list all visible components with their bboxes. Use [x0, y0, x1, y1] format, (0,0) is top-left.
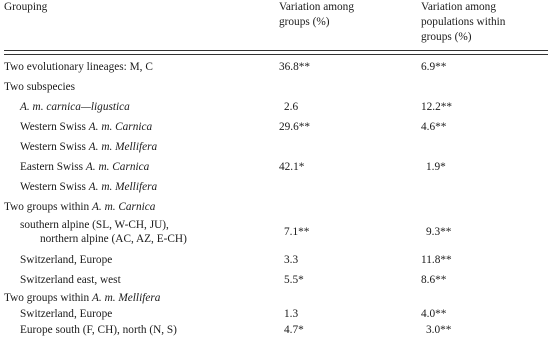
header-among-groups	[279, 0, 354, 30]
row-label-line-1: southern alpine (SL, W-CH, JU),	[20, 219, 169, 231]
row-label-prefix: Western Swiss	[20, 141, 89, 153]
row-label-italic: A. m. Mellifera	[88, 141, 158, 153]
row-within-value: 6.9**	[421, 61, 447, 73]
row-label-italic: A. m. carnica—ligustica	[20, 101, 130, 113]
row-label-italic: A. m. Mellifera	[88, 181, 158, 193]
table-row	[0, 320, 552, 340]
row-label-line-2: northern alpine (AC, AZ, E-CH)	[40, 233, 187, 245]
row-label-prefix: Western Swiss	[20, 181, 89, 193]
row-label-italic: A. m. Carnica	[88, 121, 153, 133]
row-within-value: 4.0**	[421, 308, 447, 320]
row-among-value: 4.7*	[284, 324, 304, 336]
row-within-value: 12.2**	[421, 101, 453, 113]
row-label: Europe south (F, CH), north (N, S)	[20, 324, 177, 336]
row-label-prefix: Eastern Swiss	[20, 161, 86, 173]
row-among-value: 36.8**	[279, 61, 311, 73]
row-label	[20, 218, 187, 246]
header-within-groups	[421, 0, 505, 45]
row-within-value: 8.6**	[421, 274, 447, 286]
row-among-value: 3.3	[284, 254, 299, 266]
row-label	[20, 157, 149, 177]
row-label	[20, 177, 157, 197]
table-row	[0, 137, 552, 157]
row-label: Switzerland east, west	[20, 274, 121, 286]
row-among-value: 1.3	[284, 308, 299, 320]
row-within-value: 3.0**	[426, 324, 452, 336]
row-label-italic: A. m. Carnica	[92, 201, 156, 213]
header-among-line-2: groups (%)	[279, 16, 330, 28]
row-label: Two subspecies	[4, 81, 76, 93]
header-within-line-2: populations within	[421, 16, 506, 28]
row-among-value: 7.1**	[284, 226, 310, 238]
header-within-line-1: Variation among	[421, 1, 496, 13]
row-label-italic: A. m. Mellifera	[92, 292, 161, 304]
row-label	[4, 197, 155, 217]
table-row	[0, 270, 552, 290]
row-among-value: 29.6**	[279, 121, 311, 133]
row-label-prefix: Two groups within	[4, 292, 93, 304]
table-row	[0, 117, 552, 137]
header-within-line-3: groups (%)	[421, 31, 472, 43]
header-bottom-rule	[4, 54, 548, 55]
row-label: Two evolutionary lineages: M, C	[4, 61, 153, 73]
row-label: Switzerland, Europe	[20, 308, 113, 320]
row-within-value: 1.9*	[426, 161, 446, 173]
row-label	[20, 137, 157, 157]
table-row	[0, 97, 552, 117]
row-label-prefix: Western Swiss	[20, 121, 89, 133]
row-within-value: 4.6**	[421, 121, 447, 133]
table-row	[0, 57, 552, 77]
table-row	[0, 157, 552, 177]
table-row	[0, 197, 552, 217]
table-row	[0, 177, 552, 197]
row-among-value: 5.5*	[284, 274, 304, 286]
header-grouping-text: Grouping	[4, 1, 48, 13]
table-row	[0, 77, 552, 97]
row-label-italic: A. m. Carnica	[85, 161, 150, 173]
table-row	[0, 250, 552, 270]
header-among-line-1: Variation among	[279, 1, 354, 13]
row-label-prefix: Two groups within	[4, 201, 93, 213]
row-label	[20, 117, 152, 137]
row-among-value: 42.1*	[279, 161, 305, 173]
row-within-value: 11.8**	[421, 254, 452, 266]
header-top-rule	[4, 50, 548, 51]
row-among-value: 2.6	[284, 101, 299, 113]
header-grouping	[4, 0, 47, 15]
row-within-value: 9.3**	[426, 226, 452, 238]
row-label: Switzerland, Europe	[20, 254, 113, 266]
row-label	[20, 97, 130, 117]
table-row	[0, 215, 552, 249]
